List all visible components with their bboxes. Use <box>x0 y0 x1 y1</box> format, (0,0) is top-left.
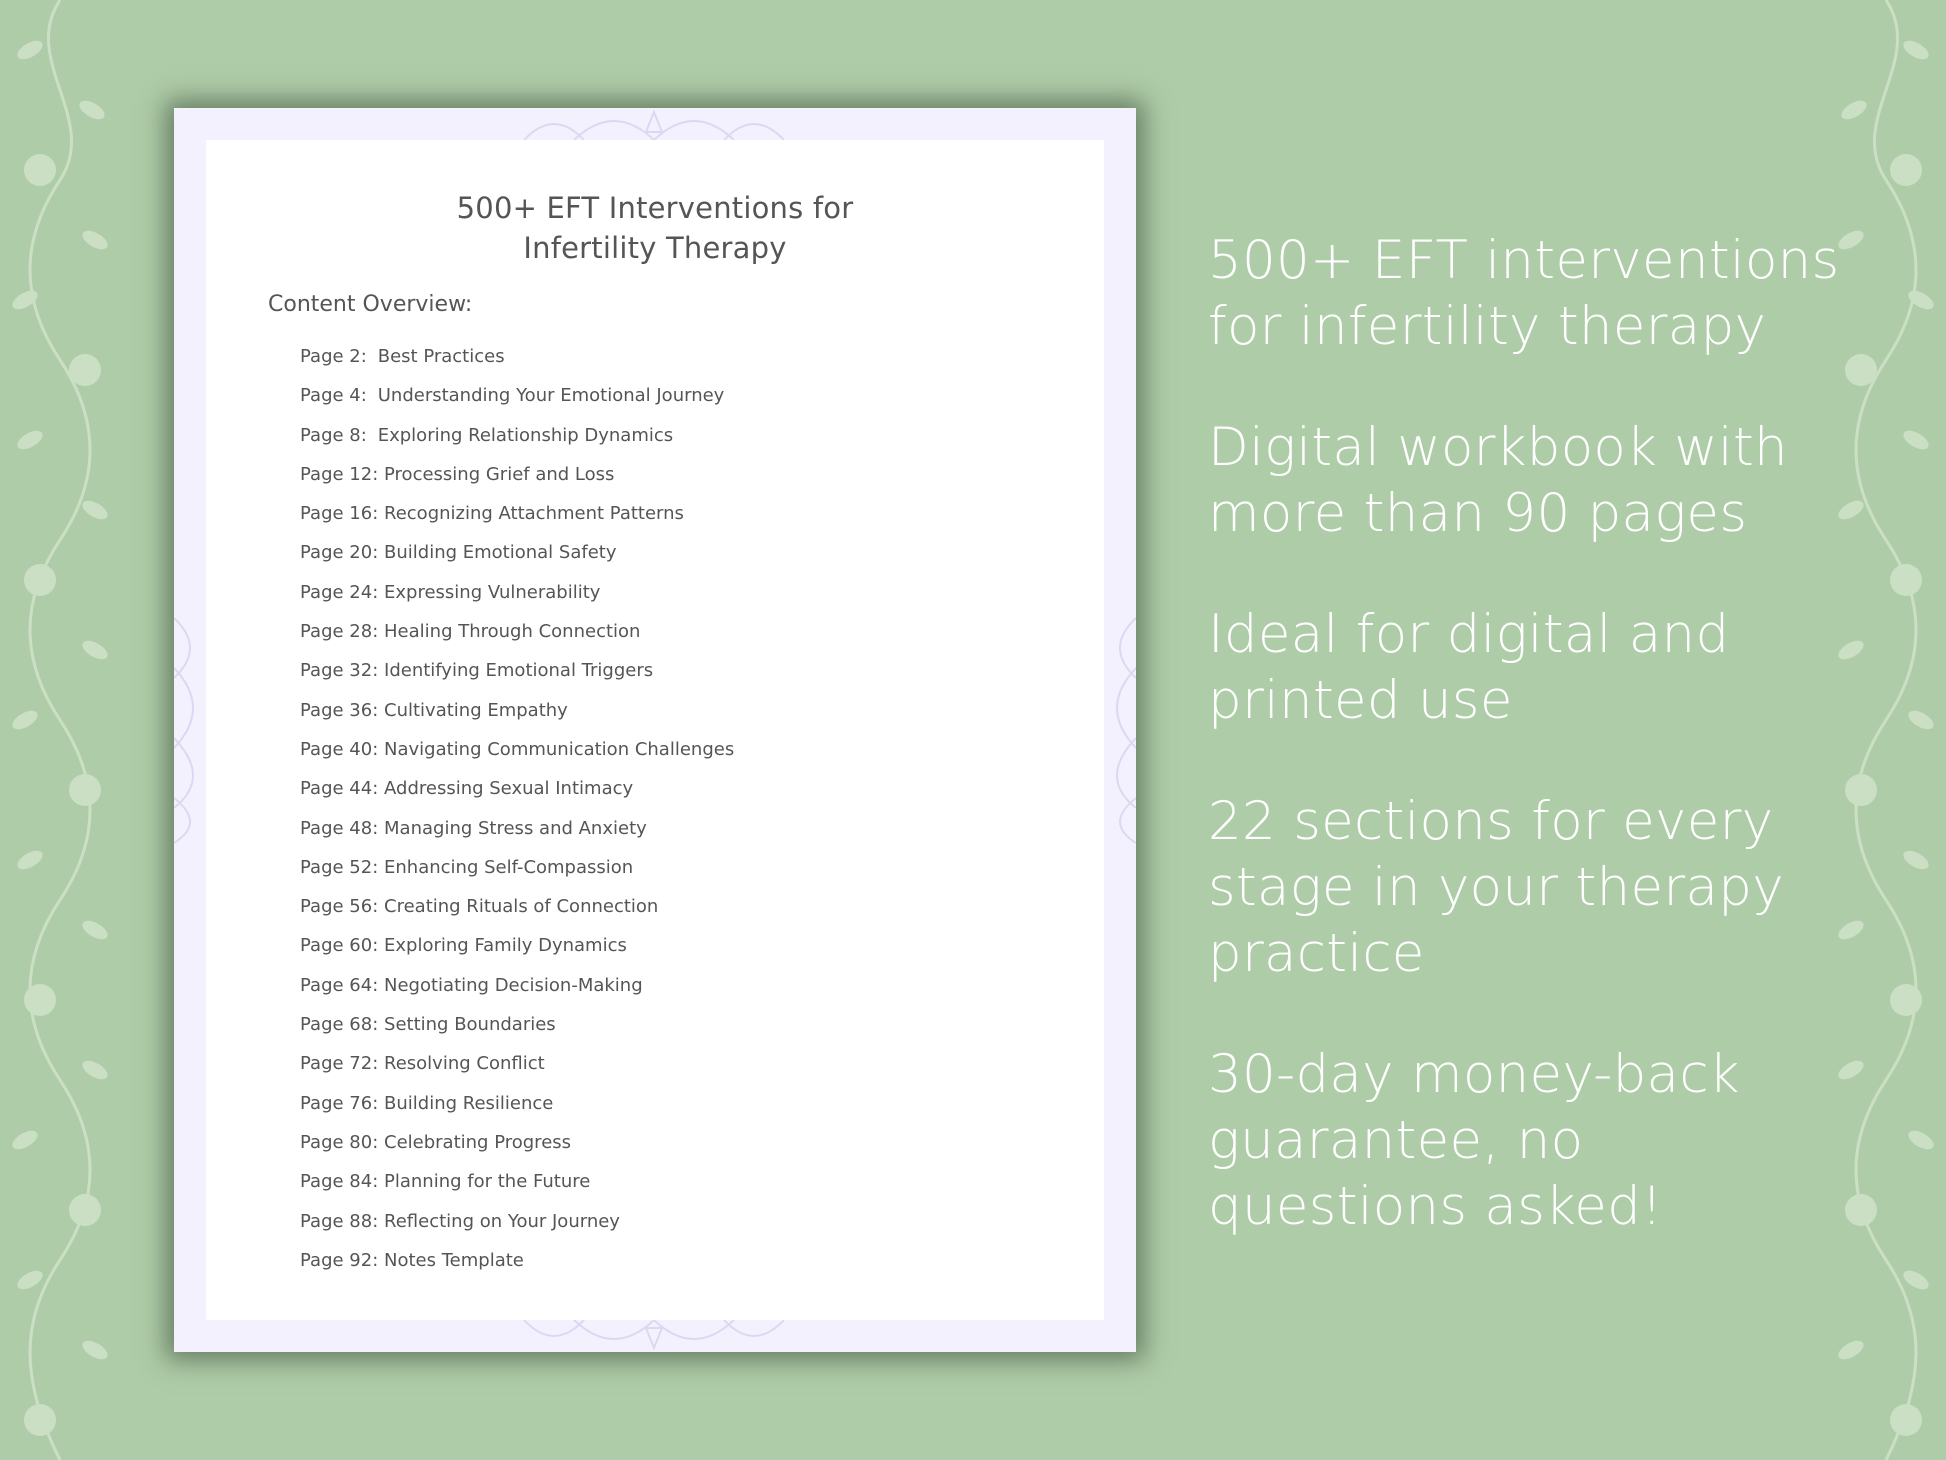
toc-title: Exploring Relationship Dynamics <box>377 424 674 446</box>
toc-page-number: Page 92: <box>300 1249 379 1271</box>
toc-page-number: Page 64: <box>300 974 379 996</box>
toc-page-number: Page 52: <box>300 856 379 878</box>
feature-line: for infertility therapy <box>1208 296 1767 357</box>
feature-line: 30-day money-back <box>1208 1044 1740 1105</box>
toc-title: Understanding Your Emotional Journey <box>377 385 725 407</box>
toc-title: Navigating Communication Challenges <box>384 738 735 760</box>
toc-title: Managing Stress and Anxiety <box>384 817 647 839</box>
toc-item <box>300 346 734 385</box>
toc-item <box>300 818 734 857</box>
table-of-contents <box>300 346 734 1289</box>
feature-line: 22 sections for every <box>1208 791 1774 852</box>
toc-item <box>300 542 734 581</box>
toc-page-number: Page 4: <box>300 385 367 407</box>
feature-item <box>1208 1042 1908 1240</box>
toc-page-number: Page 72: <box>300 1053 379 1075</box>
toc-item <box>300 778 734 817</box>
toc-page-number: Page 44: <box>300 778 379 800</box>
document-title-line: Infertility Therapy <box>523 231 787 265</box>
document-content <box>206 140 1104 1320</box>
toc-title: Best Practices <box>377 346 505 367</box>
feature-line: stage in your therapy <box>1208 857 1784 918</box>
toc-item <box>300 896 734 935</box>
feature-line: Ideal for digital and <box>1208 604 1730 665</box>
toc-page-number: Page 68: <box>300 1014 379 1036</box>
feature-line: questions asked! <box>1208 1176 1663 1237</box>
toc-item <box>300 1093 734 1132</box>
feature-line: Digital workbook with <box>1208 417 1788 478</box>
toc-page-number: Page 80: <box>300 1131 379 1153</box>
toc-title: Creating Rituals of Connection <box>384 896 659 918</box>
feature-line: guarantee, no <box>1208 1110 1584 1171</box>
toc-title: Processing Grief and Loss <box>384 463 615 485</box>
floral-vine-left-icon <box>0 0 130 1460</box>
mandala-ornament-icon <box>514 108 794 140</box>
toc-page-number: Page 84: <box>300 1171 379 1193</box>
toc-page-number: Page 40: <box>300 738 379 760</box>
toc-item <box>300 1014 734 1053</box>
toc-item <box>300 621 734 660</box>
toc-item <box>300 660 734 699</box>
toc-title: Building Resilience <box>384 1092 554 1114</box>
feature-list <box>1208 228 1908 1295</box>
toc-title: Identifying Emotional Triggers <box>384 660 654 682</box>
toc-title: Exploring Family Dynamics <box>384 935 627 957</box>
toc-item <box>300 1053 734 1092</box>
feature-item <box>1208 228 1908 360</box>
toc-title: Reflecting on Your Journey <box>384 1210 620 1232</box>
toc-page-number: Page 28: <box>300 621 379 643</box>
toc-page-number: Page 88: <box>300 1210 379 1232</box>
toc-item <box>300 739 734 778</box>
content-overview-heading: Content Overview: <box>268 292 473 317</box>
mandala-ornament-icon <box>514 1320 794 1352</box>
toc-item <box>300 1250 734 1289</box>
mandala-ornament-icon <box>174 608 206 848</box>
toc-page-number: Page 60: <box>300 935 379 957</box>
toc-item <box>300 935 734 974</box>
toc-page-number: Page 32: <box>300 660 379 682</box>
toc-item <box>300 385 734 424</box>
toc-item <box>300 464 734 503</box>
toc-page-number: Page 48: <box>300 817 379 839</box>
toc-item <box>300 582 734 621</box>
feature-item <box>1208 602 1908 734</box>
toc-item <box>300 425 734 464</box>
document-title-line: 500+ EFT Interventions for <box>456 191 854 225</box>
toc-item <box>300 857 734 896</box>
document-title <box>206 188 1104 268</box>
toc-page-number: Page 12: <box>300 463 379 485</box>
toc-item <box>300 1211 734 1250</box>
toc-title: Recognizing Attachment Patterns <box>384 503 684 525</box>
toc-page-number: Page 56: <box>300 896 379 918</box>
toc-item <box>300 503 734 542</box>
toc-item <box>300 1132 734 1171</box>
mandala-ornament-icon <box>1104 608 1136 848</box>
toc-item <box>300 1171 734 1210</box>
toc-page-number: Page 8: <box>300 424 367 446</box>
document-page <box>174 108 1136 1352</box>
toc-page-number: Page 36: <box>300 699 379 721</box>
toc-title: Enhancing Self-Compassion <box>384 856 634 878</box>
toc-item <box>300 975 734 1014</box>
toc-page-number: Page 76: <box>300 1092 379 1114</box>
toc-page-number: Page 2: <box>300 346 367 367</box>
toc-page-number: Page 24: <box>300 581 379 603</box>
toc-title: Resolving Conflict <box>384 1053 545 1075</box>
feature-line: practice <box>1208 923 1425 984</box>
feature-line: 500+ EFT interventions <box>1208 230 1840 291</box>
toc-title: Addressing Sexual Intimacy <box>384 778 634 800</box>
toc-title: Planning for the Future <box>384 1171 591 1193</box>
toc-title: Cultivating Empathy <box>384 699 568 721</box>
feature-item <box>1208 789 1908 987</box>
toc-title: Building Emotional Safety <box>384 542 617 564</box>
toc-title: Notes Template <box>384 1249 524 1271</box>
toc-page-number: Page 16: <box>300 503 379 525</box>
toc-title: Celebrating Progress <box>384 1131 572 1153</box>
feature-line: printed use <box>1208 670 1513 731</box>
toc-title: Setting Boundaries <box>384 1014 556 1036</box>
feature-item <box>1208 415 1908 547</box>
toc-title: Healing Through Connection <box>384 621 641 643</box>
toc-title: Negotiating Decision-Making <box>384 974 643 996</box>
toc-page-number: Page 20: <box>300 542 379 564</box>
toc-item <box>300 700 734 739</box>
feature-line: more than 90 pages <box>1208 483 1748 544</box>
toc-title: Expressing Vulnerability <box>384 581 601 603</box>
